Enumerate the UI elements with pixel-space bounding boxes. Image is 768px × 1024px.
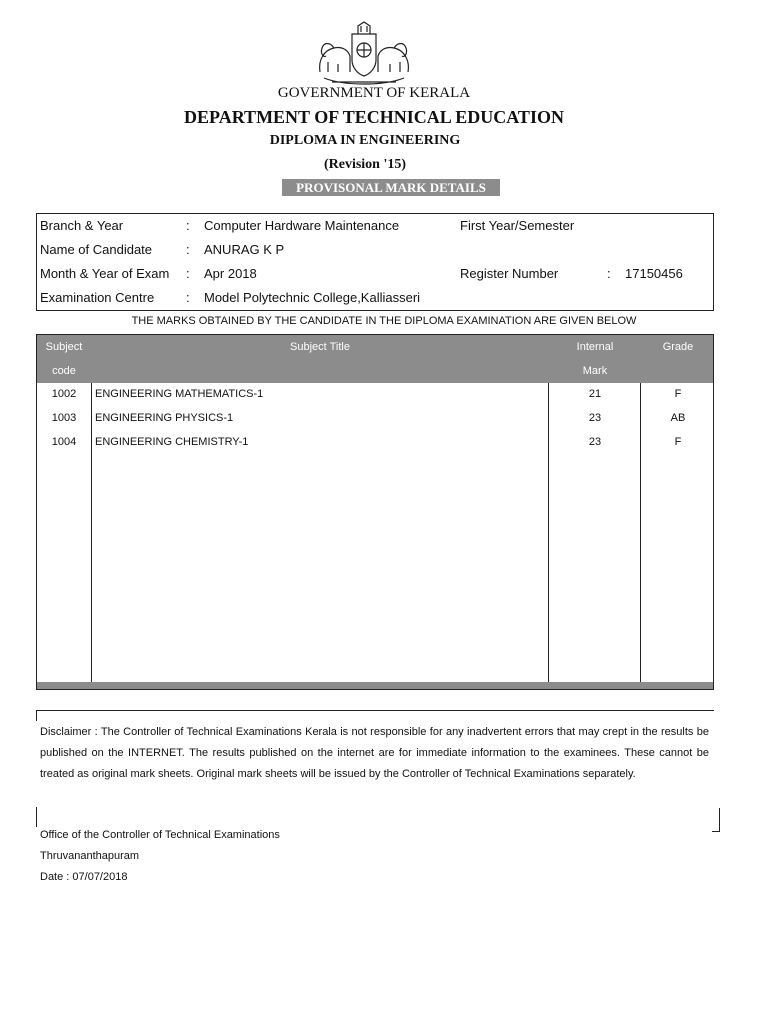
program-heading: DIPLOMA IN ENGINEERING [269,133,461,148]
header-grade: Grade [662,341,694,353]
header-mark-line1: Internal [576,341,614,353]
exam-label: Month & Year of Exam [40,266,170,281]
disclaimer-text: Disclaimer : The Controller of Technical Examinations Kerala is not responsible for any inadvertent errors that may crept in the results be published on the INTERNET. The results published on the internet are for immediate information to the examinees. These cannot be treated as original mark sheets. Original mark sheets will be issued by the Controller of Technical Examinations separately. [40,726,709,780]
marks-table-header [37,335,713,383]
branch-label: Branch & Year [40,218,124,233]
marks-notice [0,315,768,327]
header-code-line2: code [52,365,76,377]
kerala-emblem-icon [314,20,414,88]
table-row [37,384,713,408]
grade: F [674,388,682,400]
subject-title: ENGINEERING PHYSICS-1 [95,412,234,424]
branch-value: Computer Hardware Maintenance [204,218,400,233]
department-heading: DEPARTMENT OF TECHNICAL EDUCATION [184,107,564,127]
disclaimer-border [712,831,720,832]
centre-value: Model Polytechnic College,Kalliasseri [204,290,421,305]
table-row [37,432,713,456]
marks-table-footer [37,682,713,689]
disclaimer-box [36,710,720,832]
section-title-bar: PROVISONAL MARK DETAILS [282,179,500,196]
centre-label: Examination Centre [40,290,155,305]
office-line: Office of the Controller of Technical Examinations [40,829,280,841]
table-row [37,408,713,432]
subject-code: 1003 [51,412,77,424]
register-label: Register Number [460,266,559,281]
separator: : [186,266,190,281]
header-title: Subject Title [290,341,350,353]
marks-table [36,334,714,690]
grade: F [674,436,682,448]
disclaimer-border [36,710,37,721]
subject-title: ENGINEERING MATHEMATICS-1 [95,388,264,400]
year-value: First Year/Semester [460,218,575,233]
candidate-info-box [36,213,714,311]
disclaimer-border [719,808,720,832]
subject-code: 1004 [51,436,77,448]
government-heading: GOVERNMENT OF KERALA [277,85,471,101]
internal-mark: 21 [588,388,602,400]
disclaimer-border [36,807,37,827]
grade: AB [670,412,686,424]
marks-notice-text: THE MARKS OBTAINED BY THE CANDIDATE IN THE DIPLOMA EXAMINATION ARE GIVEN BELOW [131,315,637,327]
header-code-line1: Subject [45,341,83,353]
separator: : [607,266,611,281]
separator: : [186,242,190,257]
disclaimer-border [36,710,714,711]
name-value: ANURAG K P [204,242,285,257]
separator: : [186,218,190,233]
header-mark-line2: Mark [582,365,608,377]
name-label: Name of Candidate [40,242,153,257]
internal-mark: 23 [588,436,602,448]
city-line: Thruvananthapuram [40,850,140,862]
register-value: 17150456 [625,266,683,281]
subject-code: 1002 [51,388,77,400]
separator: : [186,290,190,305]
revision-label: (Revision '15) [323,157,407,172]
date-line: Date : 07/07/2018 [40,871,128,883]
exam-value: Apr 2018 [204,266,257,281]
internal-mark: 23 [588,412,602,424]
subject-title: ENGINEERING CHEMISTRY-1 [95,436,249,448]
